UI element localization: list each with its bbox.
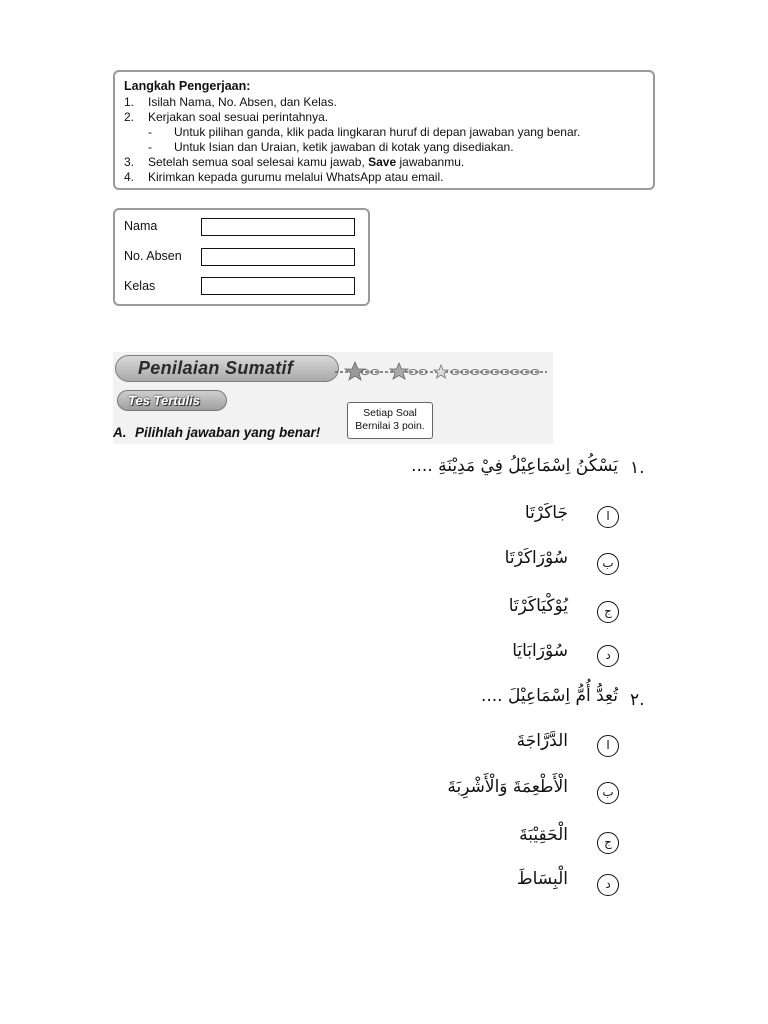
- q2-option-c-text: الْحَقِيْبَةَ: [519, 825, 568, 845]
- step-1: 1. Isilah Nama, No. Absen, dan Kelas.: [124, 95, 337, 109]
- q1-option-c-text: يُوْكْيَاكَرْتَا: [508, 596, 568, 616]
- instructions-box: [113, 70, 655, 190]
- name-label: Nama: [124, 219, 158, 233]
- absen-field[interactable]: [201, 248, 355, 266]
- q1-option-a-circle[interactable]: ا: [597, 506, 619, 528]
- substep-1: - Untuk pilihan ganda, klik pada lingkaran huruf di depan jawaban yang benar.: [148, 125, 581, 139]
- kelas-field[interactable]: [201, 277, 355, 295]
- step-3: 3. Setelah semua soal selesai kamu jawab, Save jawabanmu.: [124, 155, 465, 169]
- question-2-number: .٢: [630, 690, 645, 710]
- q2-option-d-text: الْبِسَاطَ: [516, 869, 568, 889]
- q1-option-a-text: جَاكَرْتَا: [524, 503, 568, 523]
- step-2: 2. Kerjakan soal sesuai perintahnya.: [124, 110, 329, 124]
- q1-option-d-text: سُوْرَابَايَا: [512, 641, 568, 661]
- kelas-label: Kelas: [124, 279, 156, 293]
- substep-2: - Untuk Isian dan Uraian, ketik jawaban di kotak yang disediakan.: [148, 140, 514, 154]
- q2-option-d-circle[interactable]: د: [597, 874, 619, 896]
- q1-option-c-circle[interactable]: ج: [597, 601, 619, 623]
- q1-option-b-text: سُوْرَاكَرْتَا: [504, 548, 568, 568]
- assessment-banner: [113, 352, 553, 444]
- test-type-pill: [117, 390, 227, 411]
- q2-option-a-text: الدَّرَّاجَةَ: [516, 731, 568, 751]
- identity-box: [113, 208, 370, 306]
- question-2-text: تُعِدُّ أُمُّ اِسْمَاعِيْلَ ....: [480, 686, 618, 706]
- question-1-text: يَسْكُنُ اِسْمَاعِيْلُ فِيْ مَدِيْنَةِ ....: [411, 456, 618, 476]
- test-type: Tes Tertulis: [128, 393, 201, 408]
- star-chain-decoration: [335, 360, 553, 382]
- instructions-title: Langkah Pengerjaan:: [124, 79, 251, 93]
- assessment-title: Penilaian Sumatif: [138, 358, 294, 378]
- points-note: [347, 402, 433, 439]
- q1-option-d-circle[interactable]: د: [597, 645, 619, 667]
- step-4: 4. Kirimkan kepada gurumu melalui WhatsApp atau email.: [124, 170, 444, 184]
- absen-label: No. Absen: [124, 249, 182, 263]
- q2-option-c-circle[interactable]: ج: [597, 832, 619, 854]
- name-field[interactable]: [201, 218, 355, 236]
- question-1-number: .١: [630, 458, 645, 478]
- q2-option-b-text: الْأَطْعِمَةَ وَالْأَشْرِبَةَ: [447, 777, 568, 797]
- q1-option-b-circle[interactable]: ب: [597, 553, 619, 575]
- section-heading: A. Pilihlah jawaban yang benar!: [113, 425, 321, 440]
- q2-option-a-circle[interactable]: ا: [597, 735, 619, 757]
- q2-option-b-circle[interactable]: ب: [597, 782, 619, 804]
- points-line-2: Bernilai 3 poin.: [355, 420, 425, 432]
- points-line-1: Setiap Soal: [363, 407, 417, 419]
- assessment-title-pill: [115, 355, 339, 382]
